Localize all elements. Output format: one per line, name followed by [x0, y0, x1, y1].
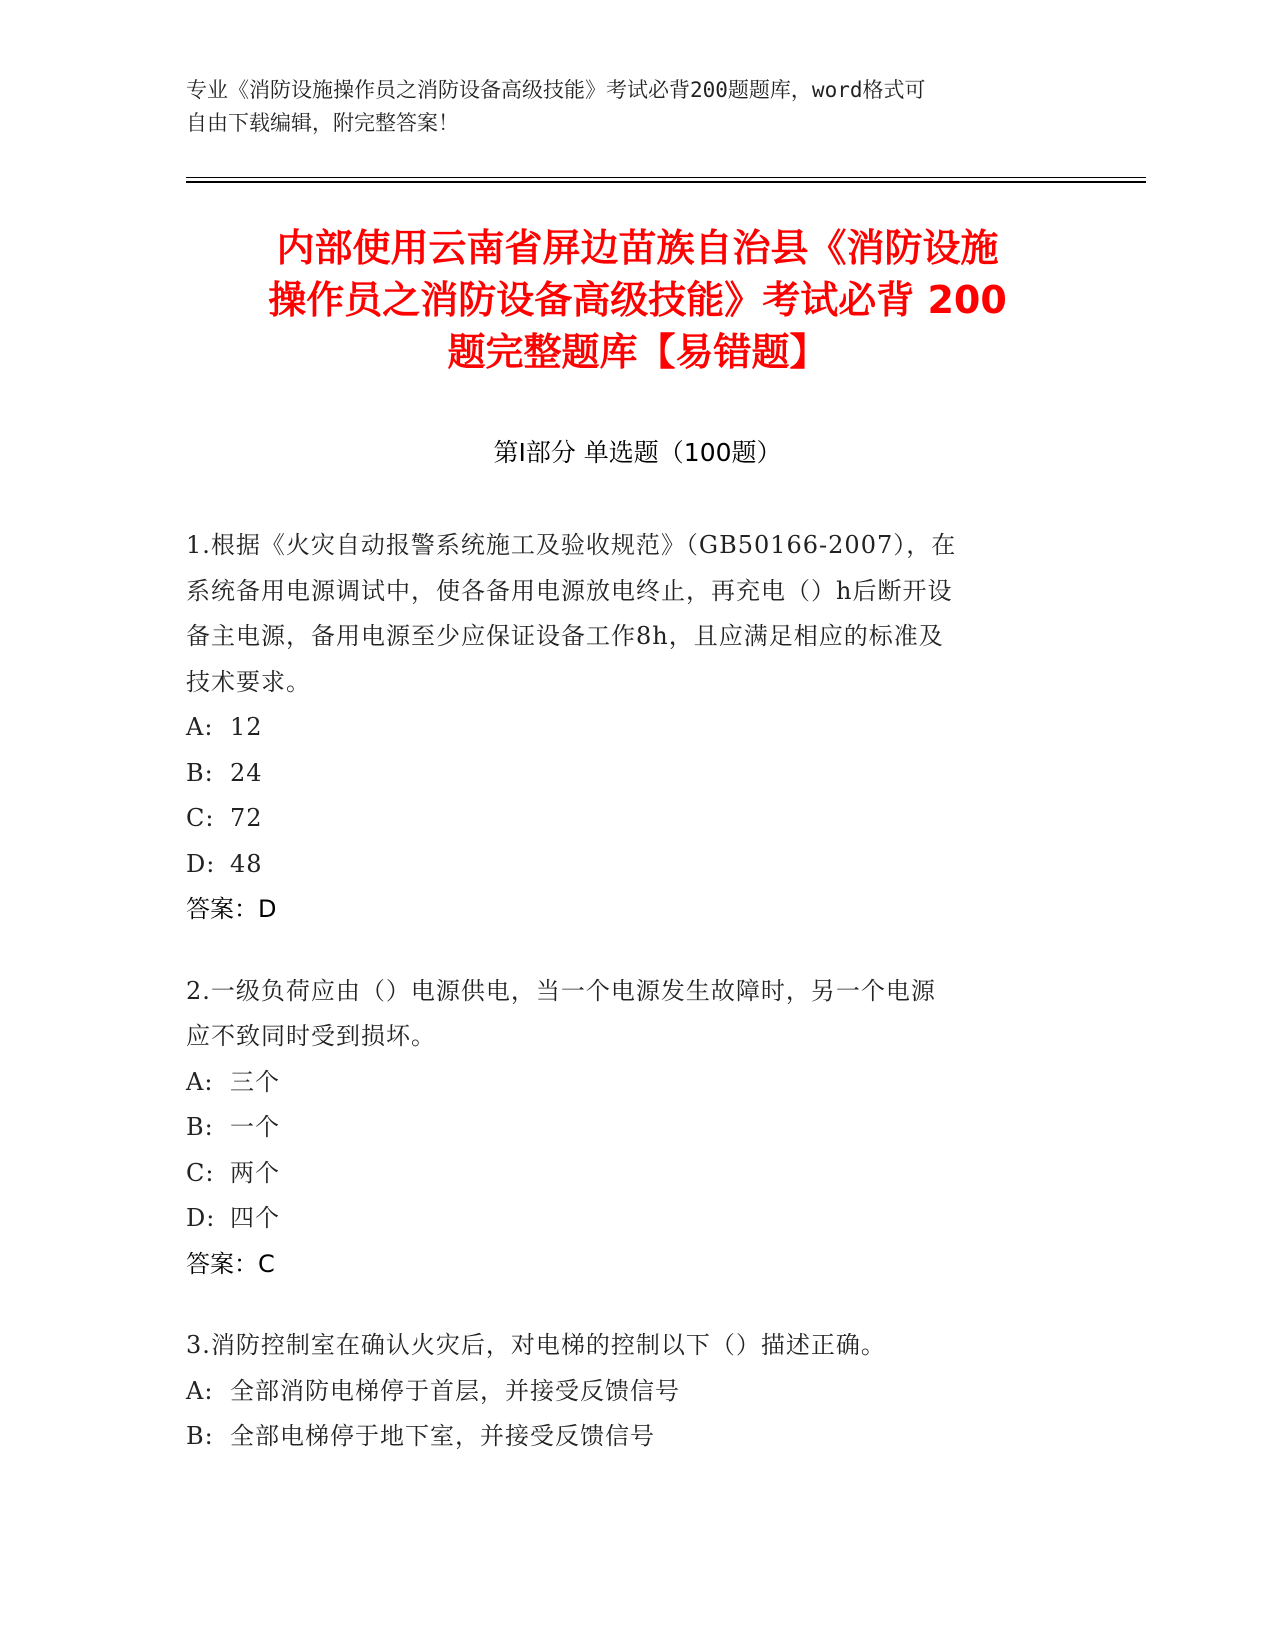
option-b — [186, 1414, 1076, 1460]
option-a — [186, 1369, 1076, 1415]
option-text: 全部消防电梯停于首层，并接受反馈信号 — [230, 1376, 680, 1405]
option-d — [186, 842, 1076, 888]
header-note — [186, 74, 1066, 140]
option-key: A: — [186, 1067, 214, 1096]
question-item — [186, 969, 1076, 1288]
header-divider-thin — [186, 177, 1146, 178]
header-note-line: 自由下载编辑，附完整答案！ — [186, 111, 459, 135]
option-a — [186, 705, 1076, 751]
title-line: 内部使用云南省屏边苗族自治县《消防设施 — [276, 226, 999, 270]
stem-line: 2.一级负荷应由（）电源供电，当一个电源发生故障时，另一个电源 — [186, 976, 936, 1005]
question-item — [186, 523, 1076, 933]
question-stem — [186, 969, 1076, 1060]
option-text: 四个 — [230, 1204, 280, 1232]
option-a — [186, 1060, 1076, 1106]
option-b — [186, 751, 1076, 797]
answer-line: 答案：D — [186, 895, 277, 923]
stem-line: 备主电源，备用电源至少应保证设备工作8h，且应满足相应的标准及 — [186, 622, 944, 650]
option-text: 一个 — [230, 1113, 280, 1141]
header-note-line: 专业《消防设施操作员之消防设备高级技能》考试必背200题题库，word格式可 — [186, 78, 926, 102]
question-item — [186, 1323, 1076, 1460]
question-list — [186, 523, 1076, 1496]
stem-line: 系统备用电源调试中，使各备用电源放电终止，再充电（）h后断开设 — [186, 576, 953, 605]
option-text: 两个 — [230, 1158, 280, 1187]
option-text: 72 — [230, 804, 263, 832]
option-key: B: — [186, 1113, 214, 1141]
option-key: D: — [186, 1204, 216, 1232]
option-text: 48 — [230, 849, 263, 878]
option-text: 12 — [230, 713, 263, 741]
option-key: A: — [186, 713, 214, 741]
document-title — [150, 222, 1125, 378]
option-key: C: — [186, 804, 215, 832]
option-d — [186, 1196, 1076, 1242]
question-stem — [186, 523, 1076, 705]
option-text: 全部电梯停于地下室，并接受反馈信号 — [230, 1422, 655, 1450]
header-divider-thick — [186, 181, 1146, 183]
answer-line: 答案：C — [186, 1249, 275, 1278]
option-text: 三个 — [230, 1067, 280, 1096]
option-text: 24 — [230, 758, 263, 787]
option-c — [186, 796, 1076, 842]
option-b — [186, 1105, 1076, 1151]
stem-line: 应不致同时受到损坏。 — [186, 1022, 436, 1050]
stem-line: 3.消防控制室在确认火灾后，对电梯的控制以下（）描述正确。 — [186, 1331, 886, 1359]
title-line: 题完整题库【易错题】 — [447, 330, 828, 374]
section-title: 第Ⅰ部分 单选题（100题） — [493, 438, 782, 467]
option-key: D: — [186, 849, 216, 878]
option-key: A: — [186, 1376, 214, 1405]
title-line: 操作员之消防设备高级技能》考试必背 200 — [268, 278, 1007, 322]
stem-line: 技术要求。 — [186, 667, 311, 696]
option-key: B: — [186, 758, 214, 787]
option-key: B: — [186, 1422, 214, 1450]
option-key: C: — [186, 1158, 215, 1187]
question-stem — [186, 1323, 1076, 1369]
stem-line: 1.根据《火灾自动报警系统施工及验收规范》（GB50166-2007），在 — [186, 531, 957, 559]
option-c — [186, 1151, 1076, 1197]
